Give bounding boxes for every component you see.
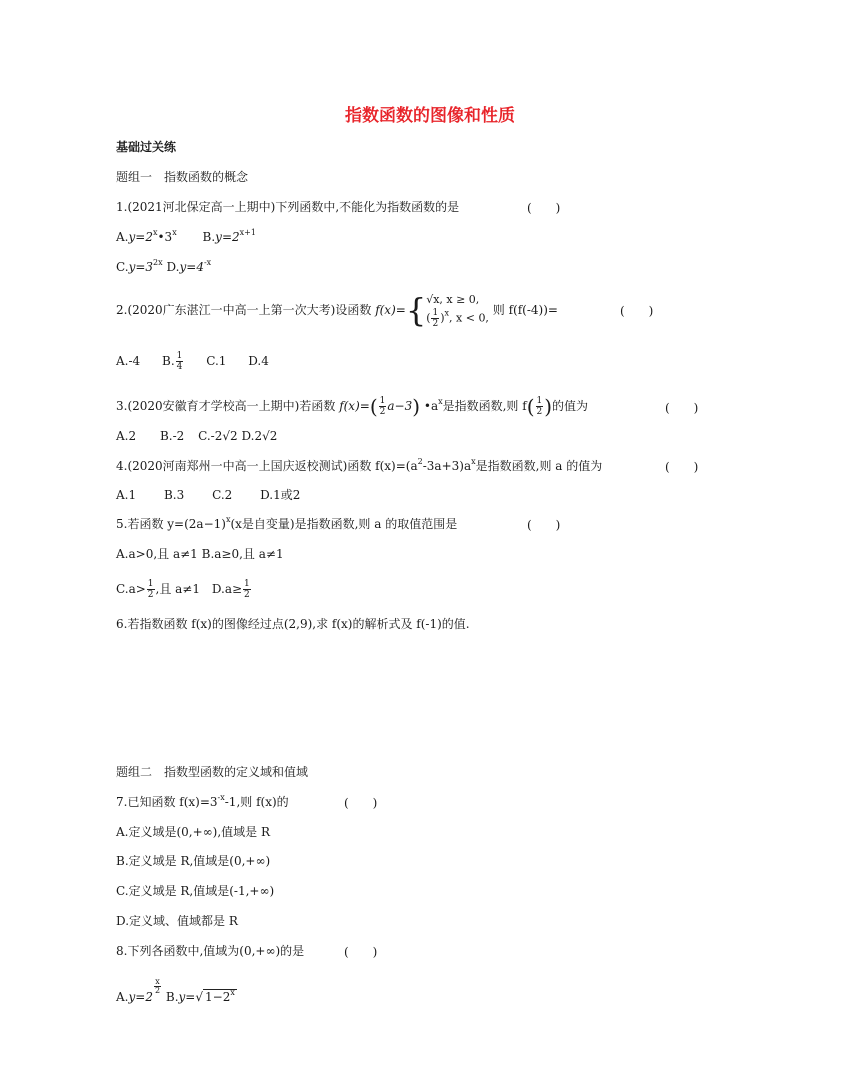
question-4-text-a: 4.(2020河南郑州一中高一上国庆返校测试)函数 f(x)=(a <box>116 459 418 473</box>
question-5-text-b: (x是自变量)是指数函数,则 a 的取值范围是 <box>230 517 458 531</box>
option-b-expr: y= <box>178 990 196 1004</box>
option-b-label: B. <box>162 354 175 368</box>
option-a: A.2 <box>116 429 137 443</box>
section-heading: 基础过关练 <box>116 140 177 154</box>
question-7-option-a: A.定义域是(0,+∞),值域是 R <box>116 825 271 839</box>
option-b-label: B. <box>165 990 179 1004</box>
question-3-inner: a−3 <box>387 399 413 413</box>
option-a: A.a>0,且 a≠1 <box>116 547 198 561</box>
option-c-expr: y=3 <box>128 260 154 274</box>
question-7-text-a: 7.已知函数 f(x)=3 <box>116 795 218 809</box>
frac-num: x <box>155 977 160 986</box>
question-6: 6.若指数函数 f(x)的图像经过点(2,9),求 f(x)的解析式及 f(-1)的值. <box>116 617 470 631</box>
piecewise-case-1: √x, x ≥ 0, <box>426 293 480 306</box>
answer-paren-5: ( ) <box>527 518 561 532</box>
option-b-exp: x+1 <box>239 228 256 237</box>
question-2-text: 2.(2020广东湛江一中高一上第一次大考)设函数 <box>116 303 372 317</box>
option-b: B.-2 <box>159 429 185 443</box>
option-b: B.a≥0,且 a≠1 <box>201 547 284 561</box>
question-7 <box>116 794 289 810</box>
option-c-tail: ,且 a≠1 <box>155 582 200 596</box>
frac-den: 4 <box>176 362 183 372</box>
option-d-label: D.a≥ <box>211 582 243 596</box>
frac-num: 1 <box>432 308 439 318</box>
question-3-after: 是指数函数,则 f <box>442 399 527 413</box>
question-1-text: 1.(2021河北保定高一上期中)下列函数中,不能化为指数函数的是 <box>116 200 460 214</box>
frac-den: 2 <box>154 986 161 995</box>
question-7-option-b: B.定义域是 R,值域是(0,+∞) <box>116 854 271 868</box>
question-8-options: A.y=2 $\frac{x}{2}$ B.y=√ $1-2^x$ <box>116 977 235 1004</box>
question-5-exp: x <box>225 515 231 524</box>
piecewise-case-2-tail: , x < 0, <box>449 311 489 325</box>
question-5-options-ab <box>116 546 284 562</box>
option-a-exp: x <box>152 228 158 237</box>
question-3: 3.(2020安徽育才学校高一上期中)若函数 f(x)=( $\frac{1}{2}$ a−3) $•a^x$是指数函数,则 f( $\frac{1}{2}$ )的值为 <box>116 394 589 419</box>
option-a-expr: y=2 <box>128 230 153 244</box>
option-a: A.-4 <box>116 354 141 368</box>
frac-den: 2 <box>536 407 543 417</box>
question-7-option-d: D.定义域、值域都是 R <box>116 914 238 928</box>
question-5-text-a: 5.若函数 y=(2a−1) <box>116 517 226 531</box>
option-d-expr: y=4 <box>179 260 204 274</box>
question-3-fx: f(x)= <box>339 399 370 413</box>
option-c-label: C.a> <box>116 582 146 596</box>
option-c: C.-2√2 <box>198 429 238 443</box>
option-c-label: C. <box>116 260 129 274</box>
option-d-label: D. <box>166 260 180 274</box>
option-d: D.1或2 <box>260 488 301 502</box>
piecewise-case-2: ( $\frac{1}{2}$ )$^x$, x < 0, <box>426 308 489 329</box>
question-3-text: 3.(2020安徽育才学校高一上期中)若函数 <box>116 399 336 413</box>
option-a-mid: •3 <box>157 230 173 244</box>
answer-paren-7: ( ) <box>344 796 378 810</box>
frac-num: 1 <box>147 579 154 589</box>
option-a: A.1 <box>116 488 137 502</box>
question-4-text-c: 是指数函数,则 a 的值为 <box>475 459 603 473</box>
question-1 <box>116 199 459 215</box>
option-b: B.3 <box>163 488 185 502</box>
question-4-options <box>116 487 300 503</box>
question-1-options-ab <box>116 229 256 245</box>
frac-num: 1 <box>379 396 386 406</box>
frac-den: 2 <box>379 407 386 417</box>
question-7-text-b: -1,则 f(x)的 <box>224 795 289 809</box>
answer-paren-2: ( ) <box>620 304 654 318</box>
question-4-text-b: -3a+3)a <box>422 459 472 473</box>
frac-num: 1 <box>244 579 250 589</box>
question-1-options-cd <box>116 259 211 275</box>
question-3-suffix: 的值为 <box>552 399 589 413</box>
question-2-options <box>116 350 269 372</box>
radicand-exp: x <box>230 988 235 997</box>
frac-den: 2 <box>244 590 250 600</box>
option-a-label: A. <box>116 230 129 244</box>
option-c-exp: 2x <box>153 258 163 267</box>
option-b-label: B. <box>202 230 216 244</box>
question-3-options <box>116 428 277 444</box>
option-c: C.2 <box>212 488 233 502</box>
piecewise-brace: { <box>405 291 427 330</box>
answer-paren-8: ( ) <box>344 945 378 959</box>
question-4 <box>116 458 602 474</box>
question-4-exp2: x <box>471 457 476 466</box>
question-4-exp1: 2 <box>417 457 423 466</box>
question-5-options-cd <box>116 577 252 601</box>
answer-paren-1: ( ) <box>527 201 561 215</box>
frac-den: 2 <box>147 590 154 600</box>
answer-paren-3: ( ) <box>665 401 699 415</box>
question-5 <box>116 516 457 532</box>
piecewise-exp: x <box>444 308 450 318</box>
option-d-exp: -x <box>203 258 212 267</box>
radicand-base: 1−2 <box>205 990 231 1004</box>
sqrt-radicand <box>203 989 237 1004</box>
question-7-option-c: C.定义域是 R,值域是(-1,+∞) <box>116 884 275 898</box>
option-a-label: A. <box>116 990 129 1004</box>
piecewise-cases <box>426 292 489 329</box>
answer-paren-4: ( ) <box>665 460 699 474</box>
group-heading-1: 题组一 指数函数的概念 <box>116 170 249 184</box>
page-title: 指数函数的图像和性质 <box>345 106 515 126</box>
frac-num: 1 <box>536 396 543 406</box>
question-7-exp: -x <box>217 793 225 802</box>
question-3-mid: •a <box>423 399 439 413</box>
frac-den: 2 <box>432 319 439 329</box>
option-d: D.2√2 <box>241 429 278 443</box>
option-b-expr: y=2 <box>215 230 240 244</box>
question-8: 8.下列各函数中,值域为(0,+∞)的是 <box>116 944 305 958</box>
group-heading-2: 题组二 指数型函数的定义域和值域 <box>116 765 309 779</box>
option-a-expr: y=2 <box>128 990 153 1004</box>
question-2-suffix: 则 f(f(-4))= <box>492 303 558 317</box>
question-2-fx: f(x)= <box>375 303 406 317</box>
option-c: C.1 <box>206 354 227 368</box>
option-d: D.4 <box>248 354 269 368</box>
frac-num: 1 <box>176 351 183 361</box>
option-a-exp2: x <box>172 228 177 237</box>
question-2 <box>116 292 558 329</box>
question-3-exp: x <box>438 397 443 406</box>
